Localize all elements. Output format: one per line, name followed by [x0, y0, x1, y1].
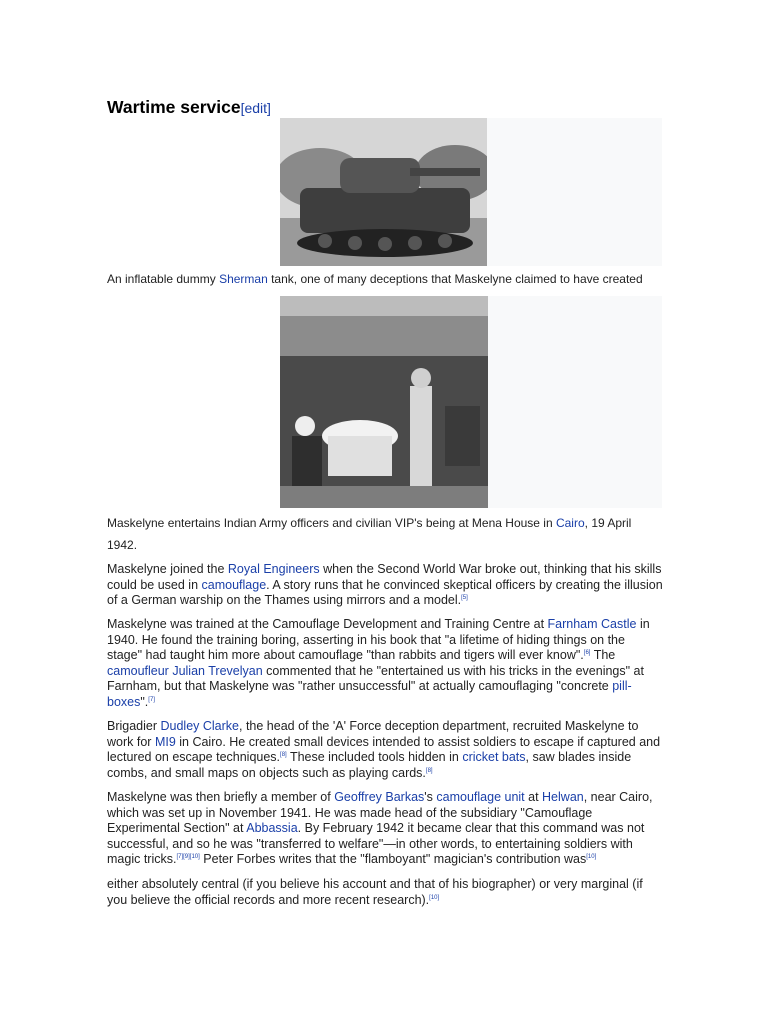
text: when the Second World War broke out, thinking that his skills could be used in	[107, 562, 662, 592]
link-pill-boxes[interactable]: pill-boxes	[107, 679, 632, 709]
section-heading	[107, 96, 663, 119]
text: , saw blades inside combs, and small maps on objects such as playing cards.	[107, 750, 632, 780]
text: , near Cairo, which was set up in November 1941. He was made head of the subsidiary "Camouflage Experimental Section" at	[107, 790, 653, 836]
link-farnham-castle[interactable]: Farnham Castle	[547, 617, 637, 631]
link-cricket-bats[interactable]: cricket bats	[462, 750, 526, 765]
text: in 1940. He found the training boring, asserting in his book that "a lifetime of hiding things on the stage" had taught him more about camouflage "than rabbits and tigers will ever know".	[107, 617, 650, 663]
link-mi9[interactable]: MI9	[154, 734, 176, 749]
citation-5[interactable]: [5]	[461, 595, 468, 602]
link-camoufleur[interactable]: camoufleur	[107, 663, 169, 678]
text: These included tools hidden in	[286, 750, 463, 765]
paragraph-1	[107, 562, 663, 609]
text: Maskelyne was then briefly a member of	[107, 790, 335, 804]
figure-caption	[107, 268, 663, 290]
link-abbassia[interactable]: Abbassia	[246, 821, 298, 836]
link-geoffrey-barkas[interactable]: Geoffrey Barkas	[334, 790, 425, 804]
caption-text: Maskelyne entertains Indian Army officers and civilian VIP's being at Mena House in	[107, 516, 556, 530]
link-helwan[interactable]: Helwan	[542, 790, 584, 804]
link-camouflage[interactable]: camouflage	[201, 577, 267, 592]
link-cairo[interactable]: Cairo	[555, 516, 585, 530]
link-camouflage-unit[interactable]: camouflage unit	[436, 790, 525, 804]
text: Maskelyne was trained at the Camouflage Development and Training Centre at	[107, 617, 548, 631]
link-sherman[interactable]: Sherman	[219, 272, 268, 286]
paragraph-3	[107, 719, 663, 781]
citation-10[interactable]: [10]	[586, 854, 597, 861]
mena-house-photo[interactable]	[280, 296, 488, 508]
citation-7[interactable]: [7]	[148, 696, 155, 703]
link-julian-trevelyan[interactable]: Julian Trevelyan	[172, 663, 263, 678]
section-title: Wartime service	[107, 97, 241, 117]
link-dudley-clarke[interactable]: Dudley Clarke	[160, 719, 240, 733]
text: Maskelyne joined the	[107, 562, 228, 576]
text: in Cairo. He created small devices intended to assist soldiers to escape if captured and lectured on escape techniques.	[107, 734, 661, 765]
text: ".	[140, 694, 149, 709]
text: , the head of the 'A' Force deception department, recruited Maskelyne to work for	[107, 719, 639, 749]
paragraph-4	[107, 790, 663, 868]
citation-8[interactable]: [8]	[280, 752, 287, 759]
text: at	[524, 790, 543, 804]
caption-text: tank, one of many deceptions that Maskelyne claimed to have created	[267, 272, 643, 286]
quote-text: either absolutely central (if you believe his account and that of his biographer) or very marginal (if you believe the official records and more recent research).	[107, 877, 643, 907]
text: The	[590, 648, 616, 663]
edit-link[interactable]: [edit]	[240, 100, 271, 116]
text: Peter Forbes writes that the "flamboyant" magician's contribution was	[199, 852, 587, 867]
text: . A story runs that he convinced skeptical officers by creating the illusion of a German warship on the Thames using mirrors and a model.	[107, 577, 663, 608]
caption-text: An inflatable dummy	[107, 272, 220, 286]
caption-text: , 19 April 1942.	[107, 516, 632, 552]
figure-caption	[107, 512, 663, 556]
text: commented that he "entertained us with his tricks in the evenings" at Farnham, but that Maskelyne was "rather unsuccessful" at actually camouflaging "concrete	[107, 663, 644, 694]
text: Brigadier	[107, 719, 161, 733]
citation-7-9-10[interactable]: [7][9][10]	[176, 854, 200, 861]
blockquote	[107, 877, 663, 908]
text: 's	[424, 790, 437, 804]
article-content	[107, 96, 663, 907]
citation-8[interactable]: [8]	[425, 767, 433, 774]
link-royal-engineers[interactable]: Royal Engineers	[227, 562, 320, 576]
text: . By February 1942 it became clear that this command was not successful, and so he was "transferred to welfare"—in other words, to entertaining soldiers with magic tricks.	[107, 821, 645, 867]
citation-10[interactable]: [10]	[429, 894, 440, 901]
citation-6[interactable]: [6]	[583, 650, 591, 657]
sherman-tank-photo[interactable]	[280, 118, 487, 266]
paragraph-2	[107, 617, 663, 711]
